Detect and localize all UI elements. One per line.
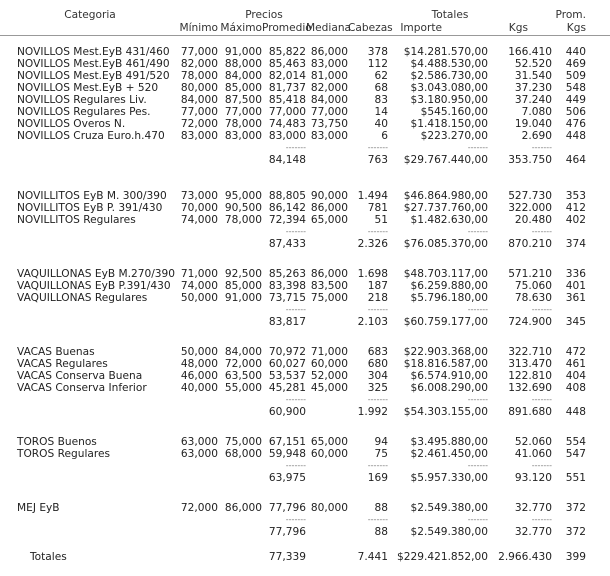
cell-promedio: 82,014 bbox=[268, 70, 306, 83]
cell-promedio: 77,796 bbox=[268, 526, 306, 539]
cell-category: VACAS Conserva Buena bbox=[17, 370, 143, 383]
cell-prom-kgs: 399 bbox=[565, 551, 586, 563]
cell-category: TOROS Buenos bbox=[17, 436, 97, 448]
cell-importe: $22.903.368,00 bbox=[403, 346, 488, 358]
subtotal-separator: ------- bbox=[367, 515, 388, 525]
cell-cabezas: 680 bbox=[367, 358, 388, 371]
cell-cabezas: 169 bbox=[367, 472, 388, 485]
cell-minimo: 50,000 bbox=[180, 292, 218, 305]
cell-importe: $5.796.180,00 bbox=[410, 292, 488, 305]
cell-cabezas: 94 bbox=[374, 436, 388, 448]
cell-importe: $18.816.587,00 bbox=[403, 358, 488, 371]
cell-cabezas: 6 bbox=[381, 130, 388, 143]
cell-importe: $2.549.380,00 bbox=[410, 526, 488, 539]
table-row bbox=[0, 130, 610, 142]
cell-promedio: 73,715 bbox=[268, 292, 306, 305]
subtotal-separator: ------- bbox=[285, 515, 306, 525]
cell-minimo: 77,000 bbox=[180, 106, 218, 119]
cell-maximo: 87,500 bbox=[224, 94, 262, 107]
subtotal-separator: ------- bbox=[285, 143, 306, 153]
cell-kgs: 322.710 bbox=[508, 346, 552, 358]
cell-category: NOVILLOS Mest.EyB 461/490 bbox=[17, 58, 170, 71]
cell-category: VACAS Buenas bbox=[17, 346, 95, 358]
header-prom-kgs: Kgs bbox=[566, 22, 586, 34]
cell-importe: $3.180.950,00 bbox=[410, 94, 488, 107]
subtotal-separator: ------- bbox=[367, 143, 388, 153]
cell-promedio: 83,398 bbox=[268, 280, 306, 293]
cell-kgs: 20.480 bbox=[514, 214, 552, 227]
cell-minimo: 74,000 bbox=[180, 214, 218, 227]
cell-cabezas: 88 bbox=[374, 526, 388, 539]
table-row bbox=[0, 70, 610, 82]
cell-minimo: 82,000 bbox=[180, 58, 218, 71]
cell-cabezas: 2.326 bbox=[357, 238, 388, 251]
cell-kgs: 93.120 bbox=[514, 472, 552, 485]
cell-promedio: 81,737 bbox=[268, 82, 306, 95]
cell-maximo: 84,000 bbox=[224, 346, 262, 358]
cell-maximo: 78,000 bbox=[224, 118, 262, 131]
cell-maximo: 55,000 bbox=[224, 382, 262, 395]
header-importe: Importe bbox=[400, 22, 442, 34]
table-row bbox=[0, 358, 610, 370]
cell-minimo: 72,000 bbox=[180, 502, 218, 514]
table-row bbox=[0, 370, 610, 382]
cell-prom-kgs: 408 bbox=[565, 382, 586, 395]
cell-mediana: 65,000 bbox=[310, 214, 348, 227]
subtotal-row bbox=[0, 526, 610, 538]
cell-mediana: 86,000 bbox=[310, 46, 348, 58]
cell-cabezas: 304 bbox=[367, 370, 388, 383]
cell-kgs: 37.240 bbox=[514, 94, 552, 107]
cell-maximo: 92,500 bbox=[224, 268, 262, 280]
cell-mediana: 45,000 bbox=[310, 382, 348, 395]
cell-maximo: 83,000 bbox=[224, 130, 262, 143]
header-totales: Totales bbox=[431, 9, 469, 21]
cell-promedio: 74,483 bbox=[268, 118, 306, 131]
cell-prom-kgs: 404 bbox=[565, 370, 586, 383]
cell-minimo: 46,000 bbox=[180, 370, 218, 383]
cell-kgs: 37.230 bbox=[514, 82, 552, 95]
cell-prom-kgs: 402 bbox=[565, 214, 586, 227]
cell-kgs: 52.520 bbox=[514, 58, 552, 71]
cell-kgs: 571.210 bbox=[508, 268, 552, 280]
cell-minimo: 63,000 bbox=[180, 436, 218, 448]
cell-category: VAQUILLONAS EyB P.391/430 bbox=[17, 280, 171, 293]
cell-importe: $2.586.730,00 bbox=[410, 70, 488, 83]
cell-cabezas: 378 bbox=[367, 46, 388, 58]
cell-minimo: 72,000 bbox=[180, 118, 218, 131]
cell-importe: $5.957.330,00 bbox=[410, 472, 488, 485]
cell-minimo: 77,000 bbox=[180, 46, 218, 58]
cell-kgs: 2.966.430 bbox=[498, 551, 552, 563]
cell-importe: $6.574.910,00 bbox=[410, 370, 488, 383]
cell-importe: $46.864.980,00 bbox=[403, 190, 488, 202]
cell-promedio: 87,433 bbox=[268, 238, 306, 251]
cell-mediana: 81,000 bbox=[310, 70, 348, 83]
cell-mediana: 83,000 bbox=[310, 130, 348, 143]
cell-promedio: 63,975 bbox=[268, 472, 306, 485]
table-row bbox=[0, 94, 610, 106]
cell-maximo: 77,000 bbox=[224, 106, 262, 119]
cell-maximo: 75,000 bbox=[224, 436, 262, 448]
cell-promedio: 85,263 bbox=[268, 268, 306, 280]
cell-kgs: 313.470 bbox=[508, 358, 552, 371]
header-kgs: Kgs bbox=[508, 22, 528, 34]
cell-mediana: 77,000 bbox=[310, 106, 348, 119]
cell-prom-kgs: 469 bbox=[565, 58, 586, 71]
cell-prom-kgs: 353 bbox=[565, 190, 586, 202]
cell-kgs: 32.770 bbox=[514, 502, 552, 514]
cell-minimo: 84,000 bbox=[180, 94, 218, 107]
cell-kgs: 2.690 bbox=[521, 130, 552, 143]
cell-promedio: 67,151 bbox=[268, 436, 306, 448]
cell-cabezas: 40 bbox=[374, 118, 388, 131]
cell-cabezas: 68 bbox=[374, 82, 388, 95]
cell-cabezas: 325 bbox=[367, 382, 388, 395]
table-row bbox=[0, 346, 610, 358]
table-row bbox=[0, 202, 610, 214]
cell-category: NOVILLITOS EyB P. 391/430 bbox=[17, 202, 163, 215]
header-maximo: Máximo bbox=[220, 22, 262, 34]
cell-category: NOVILLITOS EyB M. 300/390 bbox=[17, 190, 167, 202]
subtotal-separator: ------- bbox=[285, 461, 306, 471]
cell-promedio: 83,000 bbox=[268, 130, 306, 143]
cell-kgs: 724.900 bbox=[508, 316, 552, 329]
cell-promedio: 60,027 bbox=[268, 358, 306, 371]
cell-mediana: 52,000 bbox=[310, 370, 348, 383]
cell-maximo: 86,000 bbox=[224, 502, 262, 514]
cell-prom-kgs: 372 bbox=[565, 502, 586, 514]
cell-minimo: 70,000 bbox=[180, 202, 218, 215]
cell-prom-kgs: 448 bbox=[565, 130, 586, 143]
cell-promedio: 77,796 bbox=[268, 502, 306, 514]
cell-category: VAQUILLONAS Regulares bbox=[17, 292, 148, 305]
cell-importe: $3.043.080,00 bbox=[410, 82, 488, 95]
cell-maximo: 91,000 bbox=[224, 292, 262, 305]
cell-mediana: 60,000 bbox=[310, 448, 348, 461]
cell-prom-kgs: 554 bbox=[565, 436, 586, 448]
subtotal-row bbox=[0, 316, 610, 328]
cell-minimo: 74,000 bbox=[180, 280, 218, 293]
cell-importe: $48.703.117,00 bbox=[403, 268, 488, 280]
cell-category: NOVILLITOS Regulares bbox=[17, 214, 136, 227]
cell-mediana: 75,000 bbox=[310, 292, 348, 305]
cell-prom-kgs: 547 bbox=[565, 448, 586, 461]
cell-prom-kgs: 361 bbox=[565, 292, 586, 305]
table-row bbox=[0, 292, 610, 304]
header-precios: Precios bbox=[245, 9, 283, 21]
cell-importe: $6.008.290,00 bbox=[410, 382, 488, 395]
subtotal-separator: ------- bbox=[531, 395, 552, 405]
cell-kgs: 31.540 bbox=[514, 70, 552, 83]
cell-minimo: 71,000 bbox=[180, 268, 218, 280]
table-row bbox=[0, 46, 610, 58]
subtotal-separator: ------- bbox=[367, 395, 388, 405]
cell-promedio: 85,822 bbox=[268, 46, 306, 58]
cell-mediana: 90,000 bbox=[310, 190, 348, 202]
cell-promedio: 77,000 bbox=[268, 106, 306, 119]
cell-prom-kgs: 412 bbox=[565, 202, 586, 215]
cell-prom-kgs: 449 bbox=[565, 94, 586, 107]
cell-mediana: 80,000 bbox=[310, 502, 348, 514]
table-row bbox=[0, 382, 610, 394]
header-prom: Prom. bbox=[555, 9, 586, 21]
cell-prom-kgs: 551 bbox=[565, 472, 586, 485]
cell-maximo: 72,000 bbox=[224, 358, 262, 371]
cell-minimo: 48,000 bbox=[180, 358, 218, 371]
header-row-1 bbox=[0, 9, 610, 21]
table-row bbox=[0, 214, 610, 226]
cell-kgs: 52.060 bbox=[514, 436, 552, 448]
cell-kgs: 41.060 bbox=[514, 448, 552, 461]
header-row-2 bbox=[0, 22, 610, 34]
cell-importe: $14.281.570,00 bbox=[403, 46, 488, 58]
cell-cabezas: 2.103 bbox=[357, 316, 388, 329]
cell-promedio: 85,418 bbox=[268, 94, 306, 107]
cell-mediana: 86,000 bbox=[310, 268, 348, 280]
cell-mediana: 71,000 bbox=[310, 346, 348, 358]
subtotal-separator: ------- bbox=[467, 395, 488, 405]
cell-kgs: 132.690 bbox=[508, 382, 552, 395]
cell-kgs: 75.060 bbox=[514, 280, 552, 293]
subtotal-row bbox=[0, 472, 610, 484]
cell-cabezas: 1.698 bbox=[357, 268, 388, 280]
cell-category: VACAS Conserva Inferior bbox=[17, 382, 147, 395]
cell-maximo: 63,500 bbox=[224, 370, 262, 383]
table-row bbox=[0, 280, 610, 292]
cell-prom-kgs: 401 bbox=[565, 280, 586, 293]
cell-minimo: 83,000 bbox=[180, 130, 218, 143]
cell-maximo: 78,000 bbox=[224, 214, 262, 227]
cell-cabezas: 218 bbox=[367, 292, 388, 305]
cell-importe: $223.270,00 bbox=[420, 130, 488, 143]
cell-minimo: 73,000 bbox=[180, 190, 218, 202]
cell-kgs: 870.210 bbox=[508, 238, 552, 251]
cell-mediana: 82,000 bbox=[310, 82, 348, 95]
cell-cabezas: 7.441 bbox=[357, 551, 388, 563]
cell-prom-kgs: 448 bbox=[565, 406, 586, 419]
cell-kgs: 322.000 bbox=[508, 202, 552, 215]
totals-label: Totales bbox=[30, 551, 67, 563]
cell-minimo: 78,000 bbox=[180, 70, 218, 83]
cell-importe: $1.418.150,00 bbox=[410, 118, 488, 131]
cell-prom-kgs: 374 bbox=[565, 238, 586, 251]
header-rule bbox=[0, 35, 610, 36]
cell-promedio: 45,281 bbox=[268, 382, 306, 395]
cell-maximo: 95,000 bbox=[224, 190, 262, 202]
cell-category: NOVILLOS Mest.EyB + 520 bbox=[17, 82, 159, 95]
cell-category: NOVILLOS Regulares Pes. bbox=[17, 106, 151, 119]
subtotal-separator: ------- bbox=[367, 227, 388, 237]
cell-importe: $545.160,00 bbox=[420, 106, 488, 119]
cell-prom-kgs: 345 bbox=[565, 316, 586, 329]
cell-category: VACAS Regulares bbox=[17, 358, 108, 371]
cell-promedio: 84,148 bbox=[268, 154, 306, 167]
cell-prom-kgs: 464 bbox=[565, 154, 586, 167]
subtotal-separator: ------- bbox=[531, 227, 552, 237]
cell-importe: $76.085.370,00 bbox=[403, 238, 488, 251]
cell-promedio: 77,339 bbox=[268, 551, 306, 563]
cell-prom-kgs: 509 bbox=[565, 70, 586, 83]
cell-cabezas: 781 bbox=[367, 202, 388, 215]
cell-cabezas: 187 bbox=[367, 280, 388, 293]
cell-importe: $60.759.177,00 bbox=[403, 316, 488, 329]
subtotal-row bbox=[0, 406, 610, 418]
cell-prom-kgs: 476 bbox=[565, 118, 586, 131]
subtotal-separator: ------- bbox=[531, 143, 552, 153]
subtotal-separator: ------- bbox=[467, 515, 488, 525]
cell-promedio: 60,900 bbox=[268, 406, 306, 419]
cell-category: NOVILLOS Cruza Euro.h.470 bbox=[17, 130, 165, 143]
header-categoria: Categoria bbox=[64, 9, 116, 21]
cell-promedio: 88,805 bbox=[268, 190, 306, 202]
cell-cabezas: 763 bbox=[367, 154, 388, 167]
cell-maximo: 84,000 bbox=[224, 70, 262, 83]
cell-importe: $54.303.155,00 bbox=[403, 406, 488, 419]
cell-kgs: 19.040 bbox=[514, 118, 552, 131]
cell-maximo: 85,000 bbox=[224, 82, 262, 95]
subtotal-separator: ------- bbox=[467, 227, 488, 237]
cell-importe: $2.461.450,00 bbox=[410, 448, 488, 461]
cell-minimo: 63,000 bbox=[180, 448, 218, 461]
subtotal-row bbox=[0, 154, 610, 166]
table-row bbox=[0, 118, 610, 130]
cell-kgs: 166.410 bbox=[508, 46, 552, 58]
subtotal-separator: ------- bbox=[531, 305, 552, 315]
cell-kgs: 891.680 bbox=[508, 406, 552, 419]
cell-prom-kgs: 461 bbox=[565, 358, 586, 371]
cell-prom-kgs: 336 bbox=[565, 268, 586, 280]
cell-minimo: 80,000 bbox=[180, 82, 218, 95]
header-cabezas: Cabezas bbox=[348, 22, 393, 34]
subtotal-separator: ------- bbox=[367, 305, 388, 315]
cell-promedio: 53,537 bbox=[268, 370, 306, 383]
subtotal-separator: ------- bbox=[467, 461, 488, 471]
cell-mediana: 73,750 bbox=[310, 118, 348, 131]
cell-cabezas: 14 bbox=[374, 106, 388, 119]
cell-cabezas: 51 bbox=[374, 214, 388, 227]
cell-mediana: 83,500 bbox=[310, 280, 348, 293]
cell-importe: $2.549.380,00 bbox=[410, 502, 488, 514]
cell-prom-kgs: 548 bbox=[565, 82, 586, 95]
cell-cabezas: 62 bbox=[374, 70, 388, 83]
cell-category: NOVILLOS Overos N. bbox=[17, 118, 126, 131]
subtotal-separator: ------- bbox=[367, 461, 388, 471]
cell-maximo: 91,000 bbox=[224, 46, 262, 58]
cell-importe: $27.737.760,00 bbox=[403, 202, 488, 215]
cell-cabezas: 83 bbox=[374, 94, 388, 107]
cell-cabezas: 1.494 bbox=[357, 190, 388, 202]
cell-mediana: 86,000 bbox=[310, 202, 348, 215]
cell-cabezas: 1.992 bbox=[357, 406, 388, 419]
cell-importe: $29.767.440,00 bbox=[403, 154, 488, 167]
cell-minimo: 50,000 bbox=[180, 346, 218, 358]
header-mediana: Mediana bbox=[306, 22, 352, 34]
table-row bbox=[0, 82, 610, 94]
cell-maximo: 68,000 bbox=[224, 448, 262, 461]
cell-mediana: 60,000 bbox=[310, 358, 348, 371]
cell-category: MEJ EyB bbox=[17, 502, 60, 514]
cell-promedio: 86,142 bbox=[268, 202, 306, 215]
subtotal-separator: ------- bbox=[285, 227, 306, 237]
table-row bbox=[0, 268, 610, 280]
table-row bbox=[0, 106, 610, 118]
subtotal-row bbox=[0, 238, 610, 250]
cell-importe: $1.482.630,00 bbox=[410, 214, 488, 227]
cell-promedio: 72,394 bbox=[268, 214, 306, 227]
subtotal-separator: ------- bbox=[531, 461, 552, 471]
cell-cabezas: 112 bbox=[367, 58, 388, 71]
cell-kgs: 527.730 bbox=[508, 190, 552, 202]
header-promedio: Promedio bbox=[262, 22, 312, 34]
cell-kgs: 122.810 bbox=[508, 370, 552, 383]
cell-category: TOROS Regulares bbox=[17, 448, 111, 461]
cell-cabezas: 683 bbox=[367, 346, 388, 358]
cell-importe: $4.488.530,00 bbox=[410, 58, 488, 71]
cell-importe: $3.495.880,00 bbox=[410, 436, 488, 448]
cell-prom-kgs: 506 bbox=[565, 106, 586, 119]
cell-kgs: 353.750 bbox=[508, 154, 552, 167]
cell-cabezas: 88 bbox=[374, 502, 388, 514]
subtotal-separator: ------- bbox=[467, 143, 488, 153]
cell-prom-kgs: 372 bbox=[565, 526, 586, 539]
table-row bbox=[0, 436, 610, 448]
cell-kgs: 32.770 bbox=[514, 526, 552, 539]
cell-importe: $229.421.852,00 bbox=[397, 551, 488, 563]
table-row bbox=[0, 190, 610, 202]
cell-promedio: 59,948 bbox=[268, 448, 306, 461]
subtotal-separator: ------- bbox=[285, 305, 306, 315]
cell-importe: $6.259.880,00 bbox=[410, 280, 488, 293]
cell-promedio: 85,463 bbox=[268, 58, 306, 71]
cell-kgs: 7.080 bbox=[521, 106, 552, 119]
cell-kgs: 78.630 bbox=[514, 292, 552, 305]
cell-category: NOVILLOS Mest.EyB 431/460 bbox=[17, 46, 170, 58]
table-row bbox=[0, 502, 610, 514]
table-row bbox=[0, 58, 610, 70]
cell-maximo: 90,500 bbox=[224, 202, 262, 215]
cell-minimo: 40,000 bbox=[180, 382, 218, 395]
subtotal-separator: ------- bbox=[285, 395, 306, 405]
cell-cabezas: 75 bbox=[374, 448, 388, 461]
cell-mediana: 83,000 bbox=[310, 58, 348, 71]
cell-promedio: 83,817 bbox=[268, 316, 306, 329]
cell-prom-kgs: 440 bbox=[565, 46, 586, 58]
cell-promedio: 70,972 bbox=[268, 346, 306, 358]
cell-mediana: 84,000 bbox=[310, 94, 348, 107]
totals-row bbox=[0, 551, 610, 563]
header-minimo: Mínimo bbox=[179, 22, 218, 34]
cell-category: NOVILLOS Regulares Liv. bbox=[17, 94, 147, 107]
cell-maximo: 88,000 bbox=[224, 58, 262, 71]
cell-prom-kgs: 472 bbox=[565, 346, 586, 358]
cell-maximo: 85,000 bbox=[224, 280, 262, 293]
subtotal-separator: ------- bbox=[531, 515, 552, 525]
cell-category: VAQUILLONAS EyB M.270/390 bbox=[17, 268, 175, 280]
cell-mediana: 65,000 bbox=[310, 436, 348, 448]
subtotal-separator: ------- bbox=[467, 305, 488, 315]
table-row bbox=[0, 448, 610, 460]
cell-category: NOVILLOS Mest.EyB 491/520 bbox=[17, 70, 170, 83]
